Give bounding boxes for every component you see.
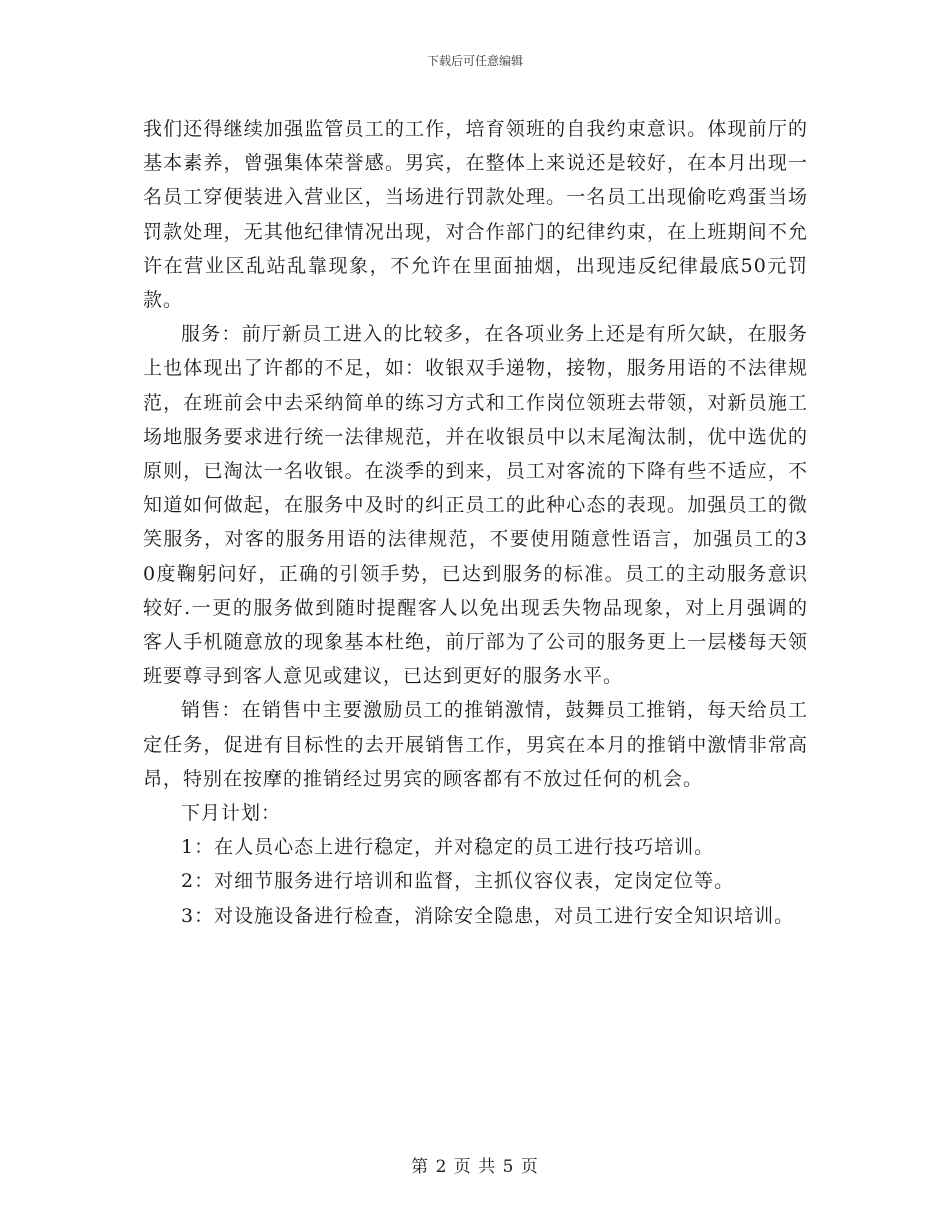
page-header: 下载后可任意编辑 <box>426 54 523 68</box>
paragraph-sales: 销售：在销售中主要激励员工的推销激情，鼓舞员工推销，每天给员工定任务，促进有目标性的去开展销售工作，男宾在本月的推销中激情非常高昂，特别在按摩的推销经过男宾的顾客都有不放过任何的机会。 <box>143 699 808 790</box>
document-body <box>143 112 808 933</box>
plan-item-2: 2：对细节服务进行培训和监督，主抓仪容仪表，定岗定位等。 <box>181 870 735 893</box>
plan-item-1: 1：在人员心态上进行稳定，并对稳定的员工进行技巧培训。 <box>181 836 715 859</box>
paragraph-discipline: 我们还得继续加强监管员工的工作，培育领班的自我约束意识。体现前厅的基本素养，曾强集体荣誉感。男宾，在整体上来说还是较好，在本月出现一名员工穿便装进入营业区，当场进行罚款处理。一名员工出现偷吃鸡蛋当场罚款处理，无其他纪律情况出现，对合作部门的纪律约束，在上班期间不允许在营业区乱站乱靠现象，不允许在里面抽烟，出现违反纪律最底50元罚款。 <box>143 118 808 312</box>
page-number-footer: 第 2 页 共 5 页 <box>411 1157 539 1177</box>
paragraph-service: 服务：前厅新员工进入的比较多，在各项业务上还是有所欠缺，在服务上也体现出了许都的不足，如：收银双手递物，接物，服务用语的不法律规范，在班前会中去采纳简单的练习方式和工作岗位领班去带领，对新员施工场地服务要求进行统一法律规范，并在收银员中以末尾淘汰制，优中选优的原则，已淘汰一名收银。在淡季的到来，员工对客流的下降有些不适应，不知道如何做起，在服务中及时的纠正员工的此种心态的表现。加强员工的微笑服务，对客的服务用语的法律规范，不要使用随意性语言，加强员工的30度鞠躬问好，正确的引领手势，已达到服务的标准。员工的主动服务意识较好.一更的服务做到随时提醒客人以免出现丢失物品现象，对上月强调的客人手机随意放的现象基本杜绝，前厅部为了公司的服务更上一层楼每天领班要尊寻到客人意见或建议，已达到更好的服务水平。 <box>143 323 808 688</box>
plan-item-3: 3：对设施设备进行检查，消除安全隐患，对员工进行安全知识培训。 <box>181 904 795 927</box>
next-month-plan-heading: 下月计划： <box>181 802 282 825</box>
